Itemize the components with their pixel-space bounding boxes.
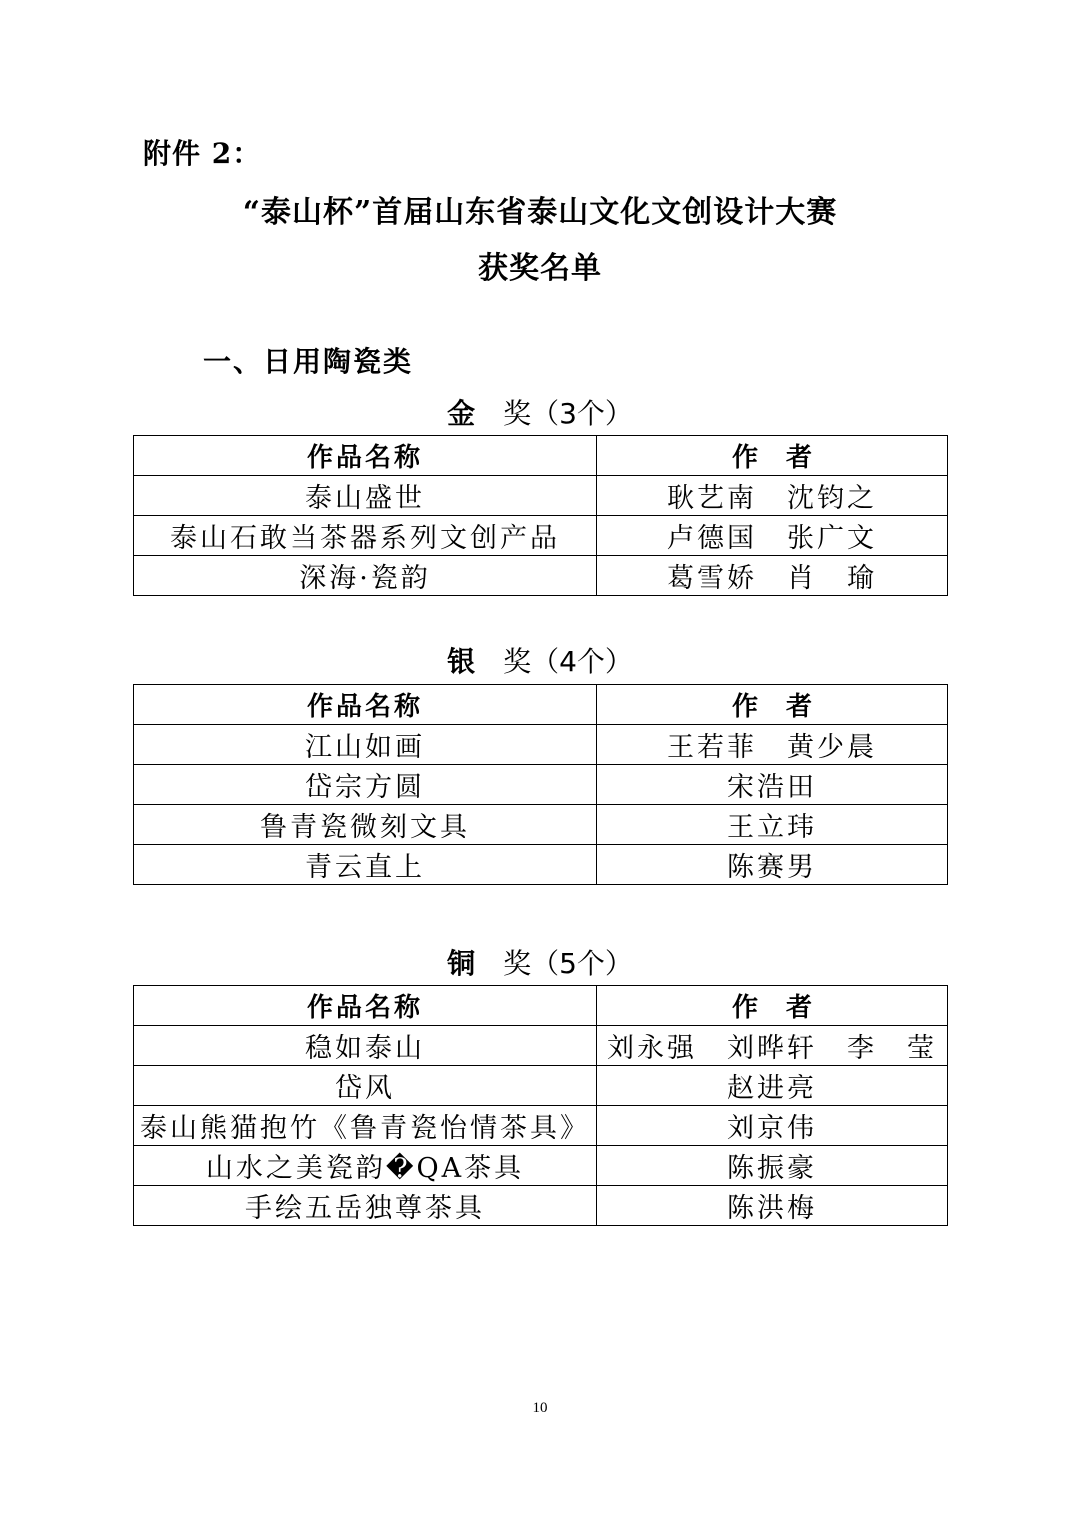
gold-award-heading — [0, 392, 1080, 432]
document-subtitle: 获奖名单 — [478, 251, 602, 286]
work-cell: 鲁青瓷微刻文具 — [134, 805, 597, 845]
bronze-award-heading — [0, 942, 1080, 982]
author-cell: 陈赛男 — [597, 845, 948, 885]
author-cell: 刘京伟 — [597, 1106, 948, 1146]
work-cell: 泰山盛世 — [134, 476, 597, 516]
table-row — [134, 1186, 948, 1226]
author-cell: 陈振豪 — [597, 1146, 948, 1186]
work-cell: 岱宗方圆 — [134, 765, 597, 805]
table-row — [134, 476, 948, 516]
work-cell: 稳如泰山 — [134, 1026, 597, 1066]
table-header-row — [134, 685, 948, 725]
gold-award-table — [133, 435, 948, 596]
award-count-label: 奖（5个） — [503, 947, 633, 980]
award-count-label: 奖（4个） — [503, 645, 633, 678]
work-cell: 泰山石敢当茶器系列文创产品 — [134, 516, 597, 556]
bronze-award-table — [133, 985, 948, 1226]
table-row — [134, 556, 948, 596]
table-row — [134, 845, 948, 885]
column-header-author: 作者 — [597, 986, 948, 1026]
author-cell: 王若菲 黄少晨 — [597, 725, 948, 765]
work-cell: 深海·瓷韵 — [134, 556, 597, 596]
author-cell: 耿艺南 沈钧之 — [597, 476, 948, 516]
author-cell: 赵进亮 — [597, 1066, 948, 1106]
column-header-work: 作品名称 — [134, 685, 597, 725]
author-cell: 卢德国 张广文 — [597, 516, 948, 556]
table-row — [134, 725, 948, 765]
table-row — [134, 1106, 948, 1146]
attachment-label: 附件 2： — [143, 137, 262, 170]
silver-award-heading — [0, 640, 1080, 680]
work-cell: 山水之美瓷韵�QA茶具 — [134, 1146, 597, 1186]
column-header-author: 作者 — [597, 685, 948, 725]
column-header-work: 作品名称 — [134, 986, 597, 1026]
column-header-work: 作品名称 — [134, 436, 597, 476]
author-cell: 刘永强 刘晔轩 李 莹 — [597, 1026, 948, 1066]
award-count-label: 奖（3个） — [503, 397, 633, 430]
author-cell: 陈洪梅 — [597, 1186, 948, 1226]
author-cell: 宋浩田 — [597, 765, 948, 805]
award-level-name: 银 — [447, 645, 476, 678]
work-cell: 江山如画 — [134, 725, 597, 765]
document-title: “泰山杯”首届山东省泰山文化文创设计大赛 — [242, 195, 838, 230]
work-cell: 青云直上 — [134, 845, 597, 885]
author-cell: 王立玮 — [597, 805, 948, 845]
table-header-row — [134, 436, 948, 476]
table-row — [134, 805, 948, 845]
table-header-row — [134, 986, 948, 1026]
table-row — [134, 1026, 948, 1066]
page-number: 10 — [532, 1400, 548, 1416]
award-level-name: 金 — [447, 397, 476, 430]
work-cell: 手绘五岳独尊茶具 — [134, 1186, 597, 1226]
silver-award-table — [133, 684, 948, 885]
table-row — [134, 516, 948, 556]
award-level-name: 铜 — [447, 947, 476, 980]
table-row — [134, 765, 948, 805]
table-row — [134, 1066, 948, 1106]
work-cell: 岱风 — [134, 1066, 597, 1106]
table-row — [134, 1146, 948, 1186]
author-cell: 葛雪娇 肖 瑜 — [597, 556, 948, 596]
work-cell: 泰山熊猫抱竹《鲁青瓷怡情茶具》 — [134, 1106, 597, 1146]
section-heading: 一、日用陶瓷类 — [203, 345, 414, 378]
column-header-author: 作者 — [597, 436, 948, 476]
